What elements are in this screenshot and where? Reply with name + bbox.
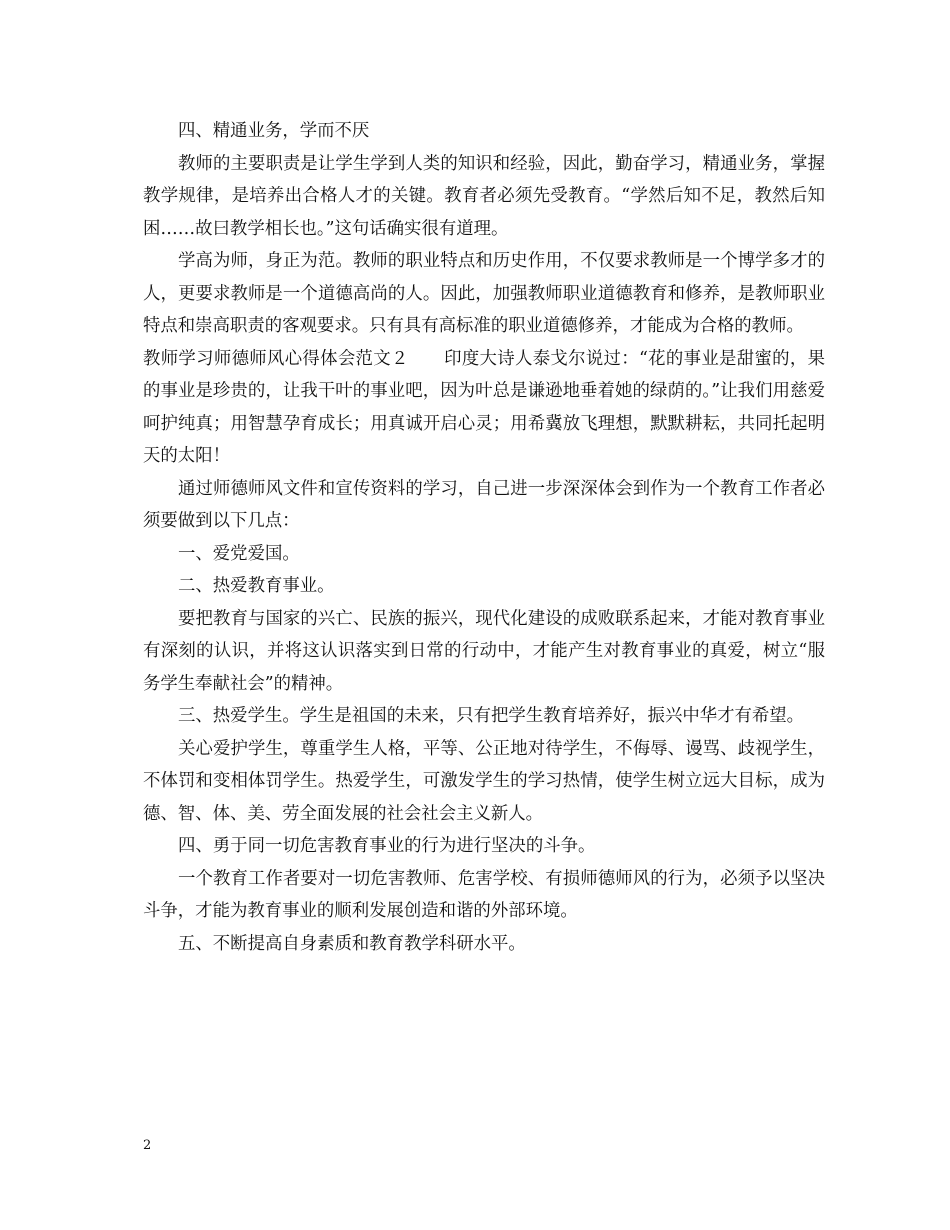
paragraph: 一个教育工作者要对一切危害教师、危害学校、有损师德师风的行为，必须予以坚决斗争，才能为教育事业的顺利发展创造和谐的外部环境。 xyxy=(143,868,825,921)
document-body xyxy=(143,115,825,960)
section-heading-4: 四、精通业务，学而不厌 xyxy=(178,121,370,141)
paragraph: 学高为师，身正为范。教师的职业特点和历史作用，不仅要求教师是一个博学多才的人，更要求教师是一个道德高尚的人。因此，加强教师职业道德教育和修养，是教师职业特点和崇高职责的客观要求。只有具有高标准的职业道德修养，才能成为合格的教师。 xyxy=(143,251,825,336)
list-point-5: 五、不断提高自身素质和教育教学科研水平。 xyxy=(178,933,526,954)
paragraph: 关心爱护学生，尊重学生人格，平等、公正地对待学生，不侮辱、谩骂、歧视学生，不体罚和变相体罚学生。热爱学生，可激发学生的学习热情，使学生树立远大目标，成为德、智、体、美、劳全面发展的社会社会主义新人。 xyxy=(143,738,825,824)
paragraph-essay-title: 教师学习师德师风心得体会范文２ 印度大诗人泰戈尔说过：“花的事业是甜蜜的，果的事业是珍贵的，让我干叶的事业吧，因为叶总是谦逊地垂着她的绿荫的。”让我们用慈爱呵护纯真；用智慧孕育成长；用真诚开启心灵；用希冀放飞理想，默默耕耘，共同托起明天的太阳！ xyxy=(143,348,825,466)
page-number: 2 xyxy=(143,1138,152,1153)
list-point-3: 三、热爱学生。学生是祖国的未来，只有把学生教育培养好，振兴中华才有希望。 xyxy=(178,706,805,726)
list-point-1: 一、爱党爱国。 xyxy=(178,543,300,564)
list-point-2: 二、热爱教育事业。 xyxy=(178,576,335,596)
list-point-4: 四、勇于同一切危害教育事业的行为进行坚决的斗争。 xyxy=(178,836,596,856)
paragraph: 通过师德师风文件和宣传资料的学习，自己进一步深深体会到作为一个教育工作者必须要做到以下几点： xyxy=(143,478,825,531)
paragraph: 要把教育与国家的兴亡、民族的振兴，现代化建设的成败联系起来，才能对教育事业有深刻的认识，并将这认识落实到日常的行动中，才能产生对教育事业的真爱，树立“服务学生奉献社会”的精神。 xyxy=(143,608,825,694)
paragraph: 教师的主要职责是让学生学到人类的知识和经验，因此，勤奋学习，精通业务，掌握教学规律，是培养出合格人才的关键。教育者必须先受教育。“学然后知不足，教然后知困……故曰教学相长也。”这句话确实很有道理。 xyxy=(143,153,825,239)
